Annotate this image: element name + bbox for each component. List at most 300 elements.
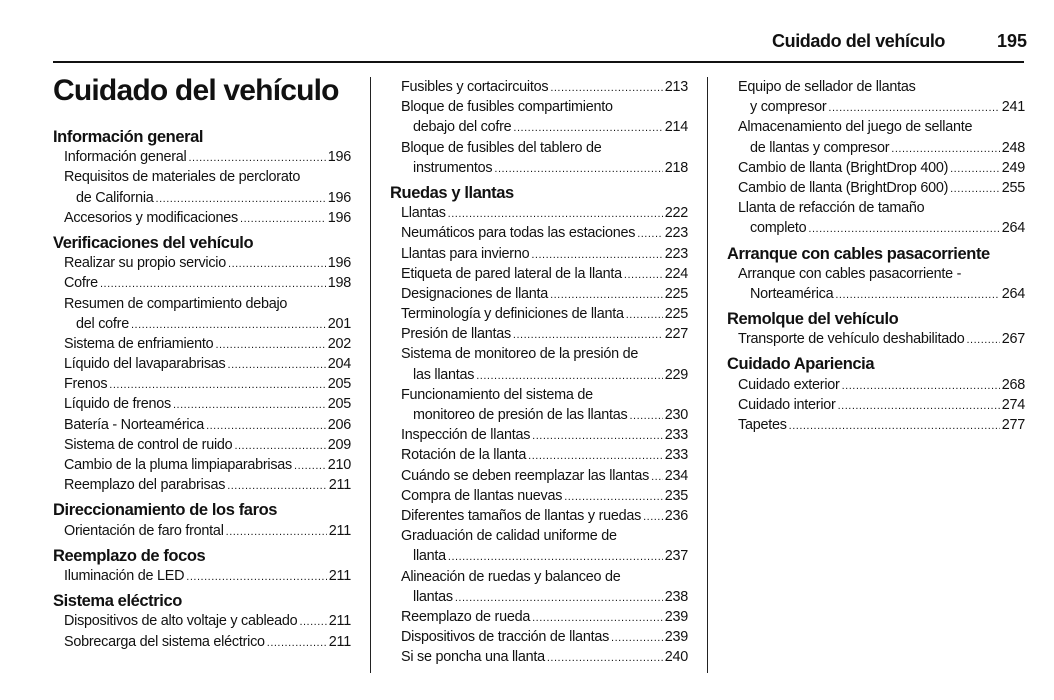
dot-leader: [215, 334, 325, 354]
dot-leader: [789, 415, 1000, 435]
entry-line: [390, 405, 688, 425]
entry-title: Graduación de calidad uniforme de: [401, 528, 617, 545]
dot-leader: [808, 218, 999, 238]
toc-entry[interactable]: [390, 607, 688, 627]
toc-entry[interactable]: [390, 445, 688, 465]
section-heading: Reemplazo de focos: [53, 546, 206, 565]
entry-page: 211: [328, 613, 351, 630]
entry-page: 213: [664, 79, 688, 95]
running-header-section: Cuidado del vehículo: [772, 31, 946, 51]
entry-title: Inspección de llantas: [401, 427, 531, 444]
page-title: Cuidado del vehículo: [53, 74, 339, 107]
entry-line: [53, 394, 351, 414]
entry-page: 211: [328, 568, 351, 584]
toc-entry[interactable]: [390, 97, 688, 137]
dot-leader: [448, 546, 663, 566]
toc-entry[interactable]: [53, 147, 351, 167]
entry-title: Reemplazo del parabrisas: [64, 477, 226, 494]
header-rule: [53, 61, 1024, 63]
toc-section: [53, 591, 351, 652]
entry-title: Presión de llantas: [401, 326, 511, 343]
toc-entry[interactable]: [390, 244, 688, 264]
dot-leader: [532, 607, 663, 627]
entry-line: [390, 223, 688, 243]
toc-entry[interactable]: [390, 385, 688, 425]
entry-page: 204: [327, 356, 351, 373]
entry-page: 233: [664, 427, 688, 444]
entry-page: 237: [664, 548, 688, 565]
entry-title: Llantas: [401, 205, 446, 222]
dot-leader: [624, 264, 663, 284]
entry-page: 201: [327, 315, 351, 332]
entry-page: 267: [1001, 331, 1025, 348]
entry-line: [390, 526, 688, 546]
entry-title-continued: de llantas y compresor: [750, 139, 890, 156]
entry-line: [390, 284, 688, 304]
entry-page: 241: [1001, 99, 1025, 116]
entry-page: 205: [327, 376, 351, 393]
toc-entry[interactable]: [727, 158, 1025, 178]
toc-entry[interactable]: [390, 203, 688, 223]
toc-entry[interactable]: [727, 178, 1025, 198]
entry-line: [53, 273, 351, 293]
entry-title: Cambio de la pluma limpiaparabrisas: [64, 457, 293, 474]
entry-line: [53, 435, 351, 455]
entry-line: [727, 329, 1025, 349]
entry-title: Sistema de monitoreo de la presión de: [401, 346, 639, 363]
entry-line: [390, 425, 688, 445]
toc-entry[interactable]: [53, 354, 351, 374]
entry-line: [727, 97, 1025, 117]
entry-page: 238: [664, 588, 688, 605]
section-heading: Direccionamiento de los faros: [53, 501, 278, 520]
entry-line: [53, 632, 351, 652]
dot-leader: [891, 138, 999, 158]
dot-leader: [626, 304, 663, 324]
entry-page: 210: [327, 457, 351, 474]
entry-page: 198: [327, 275, 351, 292]
entry-title: Cambio de llanta (BrightDrop 400): [738, 159, 949, 176]
entry-line: [390, 647, 688, 667]
dot-leader: [240, 208, 326, 228]
toc-section: [53, 546, 351, 586]
entry-page: 202: [327, 335, 351, 352]
dot-leader: [842, 375, 1000, 395]
entry-page: 196: [327, 189, 351, 206]
entry-title-continued: llanta: [413, 548, 446, 565]
entry-line: [390, 506, 688, 526]
column-divider: [707, 77, 708, 673]
entry-page: 196: [327, 209, 351, 226]
entry-page: 239: [664, 608, 688, 625]
entry-title: Reemplazo de rueda: [401, 608, 531, 625]
entry-page: 205: [327, 396, 351, 413]
entry-page: 214: [664, 119, 688, 136]
dot-leader: [234, 435, 325, 455]
entry-title: Compra de llantas nuevas: [401, 487, 563, 504]
entry-line: [390, 97, 688, 117]
toc-section: [727, 309, 1025, 349]
entry-title-continued: instrumentos: [413, 159, 493, 176]
entry-page: 224: [664, 265, 688, 282]
dot-leader: [494, 158, 662, 178]
entry-line: [727, 264, 1025, 284]
toc-entry[interactable]: [390, 627, 688, 647]
entry-line: [727, 138, 1025, 158]
dot-leader: [950, 178, 1000, 198]
entry-line: [53, 188, 351, 208]
entry-page: 211: [328, 477, 351, 494]
toc-entry[interactable]: [727, 375, 1025, 395]
entry-page: 234: [664, 467, 688, 484]
dot-leader: [513, 324, 663, 344]
entry-line: [727, 77, 1025, 97]
toc-entry[interactable]: [390, 284, 688, 304]
dot-leader: [643, 506, 663, 526]
entry-title: Iluminación de LED: [64, 568, 185, 584]
entry-page: 268: [1001, 376, 1025, 393]
dot-leader: [294, 455, 326, 475]
entry-title: Alineación de ruedas y balanceo de: [401, 568, 621, 585]
dot-leader: [228, 354, 326, 374]
entry-line: [727, 375, 1025, 395]
toc-entry[interactable]: [390, 264, 688, 284]
entry-page: 248: [1001, 139, 1025, 156]
section-heading: Cuidado Apariencia: [727, 355, 875, 374]
entry-title: Dispositivos de alto voltaje y cableado: [64, 613, 298, 630]
entry-line: [53, 334, 351, 354]
entry-title-continued: monitoreo de presión de las llantas: [413, 407, 628, 424]
entry-line: [53, 374, 351, 394]
toc-entry[interactable]: [727, 395, 1025, 415]
entry-page: 225: [664, 285, 688, 302]
entry-line: [390, 445, 688, 465]
entry-page: 264: [1001, 220, 1025, 237]
entry-title: Requisitos de materiales de perclorato: [64, 169, 301, 186]
entry-line: [53, 455, 351, 475]
entry-line: [53, 208, 351, 228]
toc-entry[interactable]: [390, 526, 688, 566]
toc-entry[interactable]: [390, 223, 688, 243]
entry-title: Terminología y definiciones de llanta: [401, 306, 624, 323]
entry-title: Cuidado interior: [738, 396, 836, 413]
entry-title-continued: del cofre: [76, 315, 129, 332]
entry-page: 196: [327, 255, 351, 272]
toc-section: [727, 244, 1025, 305]
entry-title: Etiqueta de pared lateral de la llanta: [401, 265, 622, 282]
entry-title-continued: completo: [750, 220, 807, 237]
toc-entry[interactable]: [390, 425, 688, 445]
entry-page: 196: [327, 149, 351, 166]
entry-line: [390, 324, 688, 344]
toc-entry[interactable]: [53, 435, 351, 455]
entry-line: [727, 158, 1025, 178]
toc-entry[interactable]: [727, 415, 1025, 435]
section-heading: Información general: [53, 128, 204, 146]
toc-entry[interactable]: [390, 466, 688, 486]
toc-entry[interactable]: [727, 198, 1025, 238]
entry-page: 211: [328, 633, 351, 650]
toc-entry[interactable]: [390, 567, 688, 607]
entry-title-continued: y compresor: [750, 99, 827, 116]
dot-leader: [611, 627, 663, 647]
dot-leader: [532, 425, 663, 445]
entry-page: 236: [664, 507, 688, 524]
entry-title: Sistema de control de ruido: [64, 436, 233, 453]
dot-leader: [100, 273, 326, 293]
entry-title-continued: las llantas: [413, 366, 475, 383]
toc-entry[interactable]: [53, 374, 351, 394]
dot-leader: [528, 445, 663, 465]
entry-line: [727, 395, 1025, 415]
dot-leader: [173, 394, 326, 414]
entry-line: [53, 415, 351, 435]
entry-line: [53, 253, 351, 273]
toc-entry[interactable]: [53, 566, 351, 586]
toc-section: [727, 77, 1025, 239]
toc-entry[interactable]: [390, 77, 688, 97]
dot-leader: [206, 415, 326, 435]
dot-leader: [550, 284, 663, 304]
entry-line: [390, 304, 688, 324]
entry-title: Bloque de fusibles compartimiento: [401, 99, 613, 116]
entry-title: Si se poncha una llanta: [401, 649, 545, 666]
toc-entry[interactable]: [390, 486, 688, 506]
toc-section: [53, 233, 351, 495]
toc-entry[interactable]: [390, 138, 688, 178]
entry-line: [727, 117, 1025, 137]
entry-page: 222: [664, 205, 688, 222]
entry-page: 233: [664, 447, 688, 464]
toc-entry[interactable]: [727, 117, 1025, 157]
entry-line: [390, 486, 688, 506]
toc-entry[interactable]: [390, 324, 688, 344]
entry-page: 211: [328, 522, 351, 539]
dot-leader: [531, 244, 662, 264]
entry-title: Neumáticos para todas las estaciones: [401, 225, 636, 242]
toc-section: [727, 354, 1025, 435]
entry-line: [53, 566, 351, 586]
dot-leader: [564, 486, 663, 506]
entry-title: Equipo de sellador de llantas: [738, 79, 916, 95]
entry-title-continued: de California: [76, 189, 154, 206]
entry-title: Fusibles y cortacircuitos: [401, 79, 549, 95]
entry-line: [53, 354, 351, 374]
entry-line: [390, 365, 688, 385]
toc-entry[interactable]: [53, 415, 351, 435]
entry-line: [390, 546, 688, 566]
entry-line: [53, 167, 351, 187]
section-heading: Remolque del vehículo: [727, 310, 899, 329]
toc-entry[interactable]: [390, 344, 688, 384]
entry-line: [53, 475, 351, 495]
entry-page: 206: [327, 416, 351, 433]
entry-page: 223: [664, 225, 688, 242]
dot-leader: [828, 97, 999, 117]
dot-leader: [228, 253, 326, 273]
toc-entry[interactable]: [53, 632, 351, 652]
dot-leader: [651, 466, 663, 486]
entry-line: [390, 117, 688, 137]
dot-leader: [547, 647, 663, 667]
toc-section: [390, 77, 688, 178]
entry-title: Llantas para invierno: [401, 245, 530, 262]
entry-title: Tapetes: [738, 417, 787, 434]
entry-title: Funcionamiento del sistema de: [401, 386, 593, 403]
page-number: 195: [997, 31, 1028, 51]
section-heading: Arranque con cables pasacorriente: [727, 244, 990, 263]
entry-title: Frenos: [64, 376, 108, 393]
entry-line: [390, 385, 688, 405]
entry-page: 225: [664, 306, 688, 323]
entry-line: [53, 611, 351, 631]
dot-leader: [226, 521, 327, 541]
toc-entry[interactable]: [390, 304, 688, 324]
toc-entry[interactable]: [53, 334, 351, 354]
section-heading: Sistema eléctrico: [53, 592, 182, 611]
dot-leader: [131, 314, 326, 334]
entry-title: Cuidado exterior: [738, 376, 840, 393]
toc-entry[interactable]: [53, 611, 351, 631]
entry-page: 239: [664, 629, 688, 646]
entry-line: [53, 314, 351, 334]
toc-entry[interactable]: [53, 167, 351, 207]
entry-page: 209: [327, 436, 351, 453]
entry-line: [727, 415, 1025, 435]
entry-title: Sobrecarga del sistema eléctrico: [64, 633, 265, 650]
entry-title: Llanta de refacción de tamaño: [738, 200, 925, 217]
entry-title: Cambio de llanta (BrightDrop 600): [738, 179, 949, 196]
toc-entry[interactable]: [53, 294, 351, 334]
entry-title: Resumen de compartimiento debajo: [64, 295, 288, 312]
entry-line: [390, 77, 688, 97]
entry-line: [727, 218, 1025, 238]
toc-entry[interactable]: [390, 647, 688, 667]
toc-entry[interactable]: [390, 506, 688, 526]
dot-leader: [637, 223, 663, 243]
entry-line: [727, 284, 1025, 304]
entry-title: Cuándo se deben reemplazar las llantas: [401, 467, 650, 484]
dot-leader: [550, 77, 662, 97]
entry-page: 240: [664, 649, 688, 666]
dot-leader: [513, 117, 662, 137]
entry-title: Líquido del lavaparabrisas: [64, 356, 226, 373]
toc-column-1: [53, 74, 351, 652]
entry-page: 249: [1001, 159, 1025, 176]
entry-line: [53, 521, 351, 541]
section-heading: Ruedas y llantas: [390, 183, 514, 202]
dot-leader: [186, 566, 327, 586]
entry-title: Dispositivos de tracción de llantas: [401, 629, 610, 646]
entry-title-continued: Norteamérica: [750, 285, 834, 302]
entry-line: [53, 147, 351, 167]
entry-line: [390, 264, 688, 284]
entry-page: 227: [664, 326, 688, 343]
toc-entry[interactable]: [727, 329, 1025, 349]
dot-leader: [455, 587, 663, 607]
dot-leader: [299, 611, 326, 631]
entry-title: Cofre: [64, 275, 98, 292]
entry-line: [390, 567, 688, 587]
dot-leader: [109, 374, 325, 394]
toc-entry[interactable]: [53, 208, 351, 228]
dot-leader: [629, 405, 662, 425]
entry-line: [390, 244, 688, 264]
entry-title: Rotación de la llanta: [401, 447, 527, 464]
section-heading: Verificaciones del vehículo: [53, 233, 254, 252]
entry-title: Accesorios y modificaciones: [64, 209, 239, 226]
entry-page: 235: [664, 487, 688, 504]
entry-page: 277: [1001, 417, 1025, 434]
entry-title: Diferentes tamaños de llantas y ruedas: [401, 507, 642, 524]
entry-title-continued: llantas: [413, 588, 453, 605]
entry-title: Sistema de enfriamiento: [64, 335, 214, 352]
dot-leader: [448, 203, 663, 223]
dot-leader: [267, 632, 327, 652]
dot-leader: [950, 158, 1000, 178]
entry-page: 230: [664, 407, 688, 424]
toc-section: [53, 500, 351, 540]
entry-title: Transporte de vehículo deshabilitado: [738, 331, 965, 348]
entry-title: Arranque con cables pasacorriente -: [738, 265, 962, 282]
entry-title: Orientación de faro frontal: [64, 522, 224, 539]
toc-entry[interactable]: [727, 264, 1025, 304]
toc-column-3: [727, 77, 1025, 435]
entry-line: [390, 344, 688, 364]
dot-leader: [838, 395, 1000, 415]
dot-leader: [156, 188, 326, 208]
dot-leader: [476, 365, 662, 385]
toc-entry[interactable]: [53, 475, 351, 495]
dot-leader: [835, 284, 999, 304]
entry-title: Designaciones de llanta: [401, 285, 549, 302]
entry-line: [390, 587, 688, 607]
dot-leader: [188, 147, 325, 167]
entry-title: Bloque de fusibles del tablero de: [401, 139, 602, 156]
dot-leader: [227, 475, 327, 495]
entry-line: [390, 466, 688, 486]
entry-title: Líquido de frenos: [64, 396, 171, 413]
entry-line: [390, 158, 688, 178]
entry-line: [53, 294, 351, 314]
column-divider: [370, 77, 371, 673]
toc-entry[interactable]: [53, 253, 351, 273]
entry-title: Batería - Norteamérica: [64, 416, 205, 433]
entry-title: Realizar su propio servicio: [64, 255, 227, 272]
entry-page: 229: [664, 366, 688, 383]
toc-section: [390, 183, 688, 668]
entry-page: 274: [1001, 396, 1025, 413]
dot-leader: [966, 329, 999, 349]
entry-title: Información general: [64, 149, 187, 166]
entry-line: [390, 607, 688, 627]
toc-column-2: [390, 77, 688, 667]
toc-entry[interactable]: [53, 273, 351, 293]
entry-page: 255: [1001, 179, 1025, 196]
toc-entry[interactable]: [53, 521, 351, 541]
entry-line: [390, 203, 688, 223]
entry-page: 223: [664, 245, 688, 262]
entry-line: [727, 198, 1025, 218]
entry-page: 264: [1001, 285, 1025, 302]
toc-entry[interactable]: [727, 77, 1025, 117]
toc-entry[interactable]: [53, 394, 351, 414]
toc-entry[interactable]: [53, 455, 351, 475]
entry-title: Almacenamiento del juego de sellante: [738, 119, 973, 136]
toc-section: [53, 127, 351, 228]
entry-line: [390, 138, 688, 158]
entry-line: [390, 627, 688, 647]
